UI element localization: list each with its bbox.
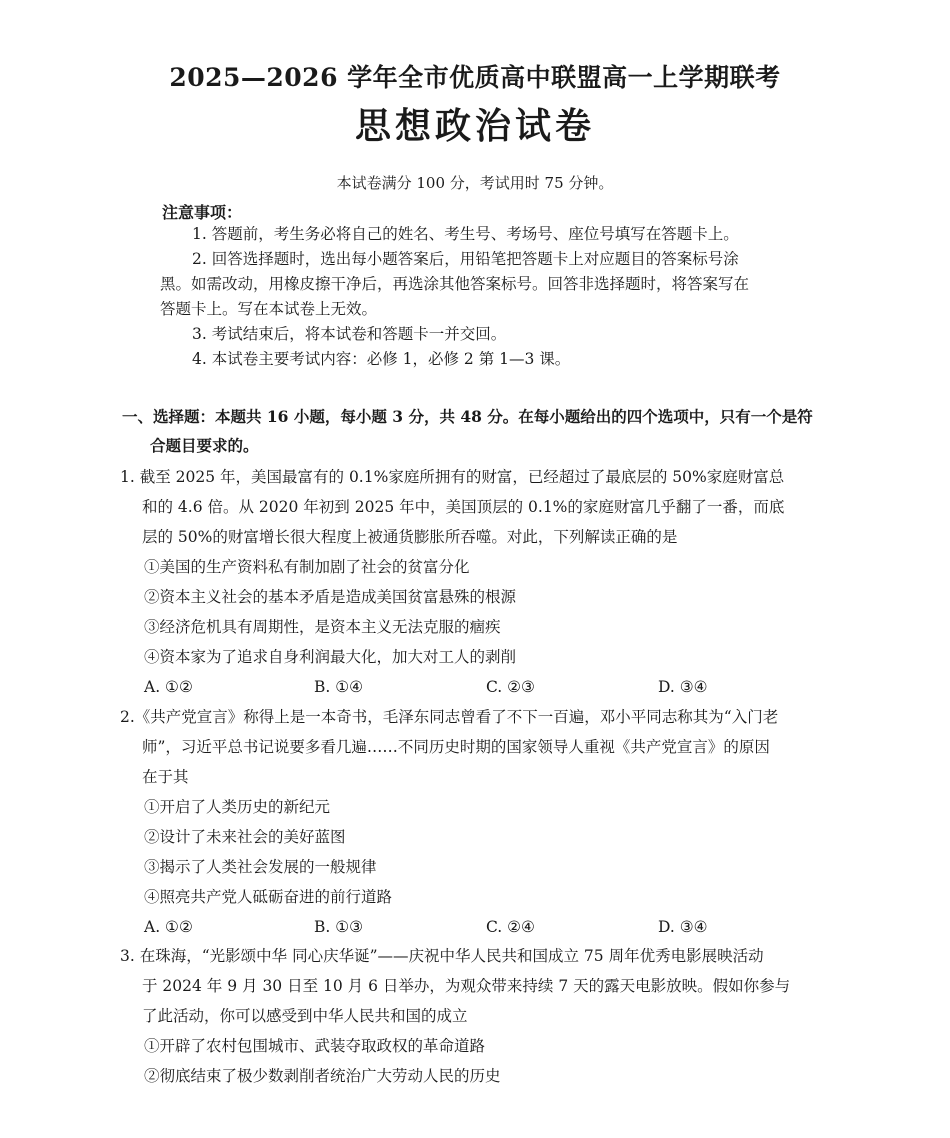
statement-option: ②彻底结束了极少数剥削者统治广大劳动人民的历史 bbox=[144, 1067, 501, 1085]
question-stem-line: 层的 50%的财富增长很大程度上被通货膨胀所吞噬。对此，下列解读正确的是 bbox=[142, 528, 678, 546]
notice-item-2-line-3: 答题卡上。写在本试卷上无效。 bbox=[160, 300, 378, 318]
notice-item-4: 4. 本试卷主要考试内容：必修 1，必修 2 第 1—3 课。 bbox=[192, 350, 571, 368]
question-stem-line: 2.《共产党宣言》称得上是一本奇书，毛泽东同志曾看了不下一百遍，邓小平同志称其为“入门老 bbox=[120, 708, 779, 726]
choice-c: C. ②④ bbox=[486, 918, 535, 936]
question-1 bbox=[120, 462, 832, 702]
question-stem-line: 在于其 bbox=[142, 768, 189, 786]
notice-item-2-line-1: 2. 回答选择题时，选出每小题答案后，用铅笔把答题卡上对应题目的答案标号涂 bbox=[192, 250, 739, 268]
answer-choices bbox=[120, 912, 832, 942]
choice-c: C. ②③ bbox=[486, 678, 535, 696]
choice-d: D. ③④ bbox=[658, 918, 708, 936]
section-heading-line-1: 一、选择题：本题共 16 小题，每小题 3 分，共 48 分。在每小题给出的四个选项中，只有一个是符 bbox=[122, 407, 813, 426]
choice-a: A. ①② bbox=[144, 918, 193, 936]
statement-option: ③经济危机具有周期性，是资本主义无法克服的痼疾 bbox=[144, 618, 501, 636]
statement-option: ①美国的生产资料私有制加剧了社会的贫富分化 bbox=[144, 558, 470, 576]
statement-option: ④资本家为了追求自身利润最大化，加大对工人的剥削 bbox=[144, 648, 517, 666]
notice-heading: 注意事项： bbox=[162, 203, 243, 222]
answer-choices bbox=[120, 672, 832, 702]
question-stem-line: 3. 在珠海，“光影颂中华 同心庆华诞”——庆祝中华人民共和国成立 75 周年优秀电影展映活动 bbox=[120, 947, 764, 965]
choice-b: B. ①③ bbox=[314, 918, 364, 936]
statement-option: ③揭示了人类社会发展的一般规律 bbox=[144, 858, 377, 876]
question-3 bbox=[120, 941, 832, 1091]
notice-list bbox=[160, 222, 830, 372]
question-stem-line: 师”，习近平总书记说要多看几遍……不同历史时期的国家领导人重视《共产党宣言》的原因 bbox=[142, 738, 770, 756]
notice-item-2-line-2: 黑。如需改动，用橡皮擦干净后，再选涂其他答案标号。回答非选择题时，将答案写在 bbox=[160, 275, 750, 293]
choice-a: A. ①② bbox=[144, 678, 193, 696]
statement-option: ①开辟了农村包围城市、武装夺取政权的革命道路 bbox=[144, 1037, 486, 1055]
statement-option: ①开启了人类历史的新纪元 bbox=[144, 798, 331, 816]
choice-d: D. ③④ bbox=[658, 678, 708, 696]
score-time-note: 本试卷满分 100 分，考试用时 75 分钟。 bbox=[336, 174, 614, 192]
statement-option: ④照亮共产党人砥砺奋进的前行道路 bbox=[144, 888, 393, 906]
question-stem-line: 了此活动，你可以感受到中华人民共和国的成立 bbox=[142, 1007, 468, 1025]
statement-option: ②资本主义社会的基本矛盾是造成美国贫富悬殊的根源 bbox=[144, 588, 517, 606]
statement-option: ②设计了未来社会的美好蓝图 bbox=[144, 828, 346, 846]
question-2 bbox=[120, 702, 832, 942]
notice-item-3: 3. 考试结束后，将本试卷和答题卡一并交回。 bbox=[192, 325, 507, 343]
section-heading bbox=[122, 402, 832, 460]
question-stem-line: 于 2024 年 9 月 30 日至 10 月 6 日举办，为观众带来持续 7 天的露天电影放映。假如你参与 bbox=[142, 977, 791, 995]
choice-b: B. ①④ bbox=[314, 678, 364, 696]
notice-item-1: 1. 答题前，考生务必将自己的姓名、考生号、考场号、座位号填写在答题卡上。 bbox=[192, 225, 739, 243]
question-stem-line: 1. 截至 2025 年，美国最富有的 0.1%家庭所拥有的财富，已经超过了最底层的 50%家庭财富总 bbox=[120, 468, 785, 486]
question-stem-line: 和的 4.6 倍。从 2020 年初到 2025 年中，美国顶层的 0.1%的家庭财富几乎翻了一番，而底 bbox=[142, 498, 785, 516]
subject-title: 思想政治试卷 bbox=[354, 105, 595, 147]
section-heading-line-2: 合题目要求的。 bbox=[150, 436, 259, 455]
exam-title: 2025—2026 学年全市优质高中联盟高一上学期联考 bbox=[169, 63, 781, 92]
